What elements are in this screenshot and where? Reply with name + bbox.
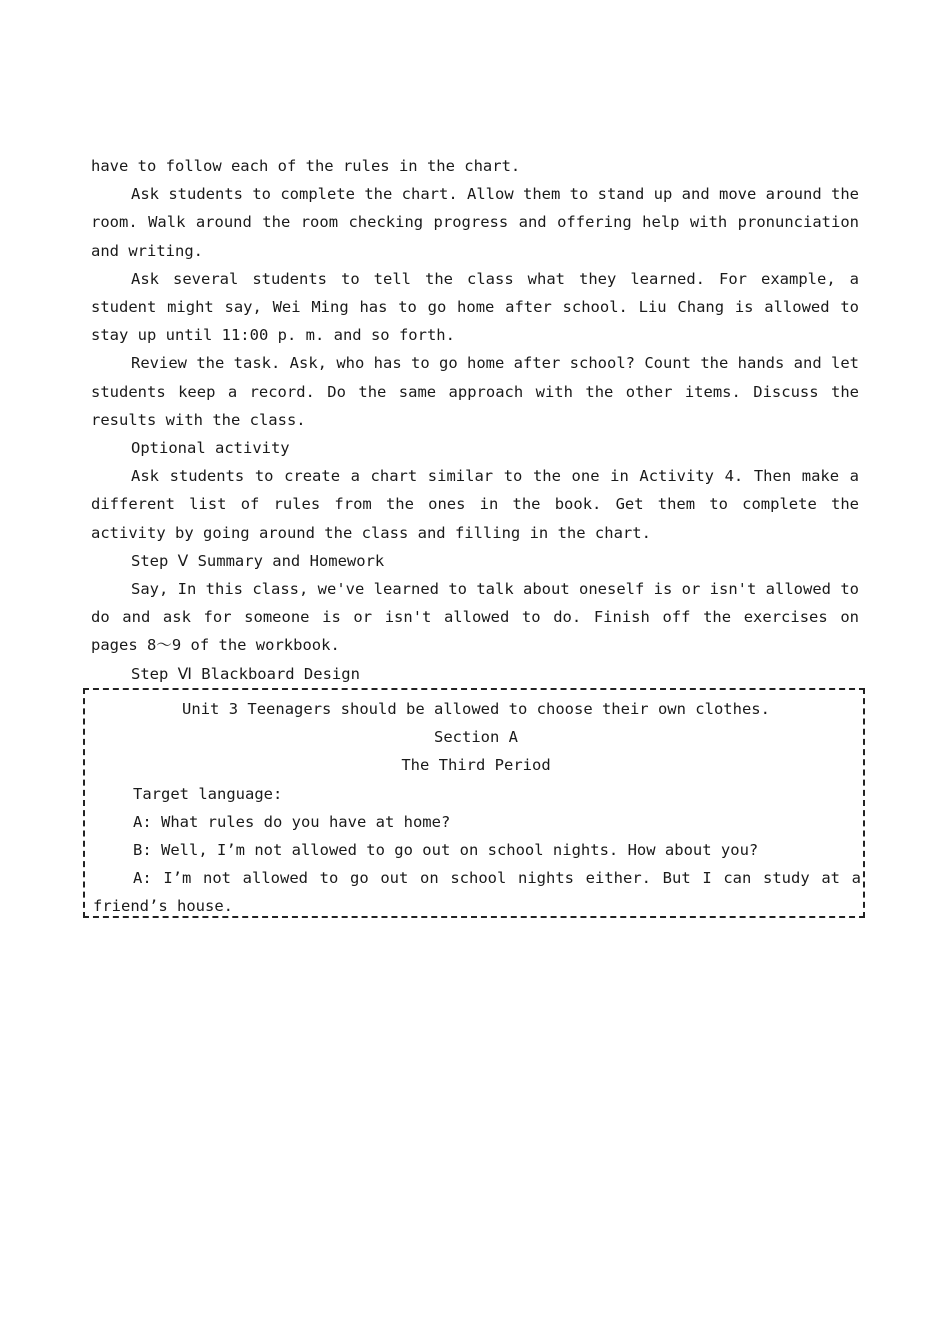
blackboard-dialogue-a1: A: What rules do you have at home? [133, 812, 451, 831]
heading-step-5: Step Ⅴ Summary and Homework [131, 551, 385, 570]
lesson-body [91, 152, 859, 688]
paragraph-complete-chart: Ask students to complete the chart. Allow them to stand up and move around the room. Walk around the room checking progress and offering help with pronunciation and writing. [91, 185, 859, 260]
heading-optional-activity: Optional activity [131, 439, 290, 458]
blackboard-dialogue-a2: A: I’m not allowed to go out on school nights either. But I can study at a friend’s house. [93, 869, 861, 916]
blackboard-design-box [83, 688, 865, 918]
blackboard-dialogue-b: B: Well, I’m not allowed to go out on school nights. How about you? [133, 841, 759, 860]
blackboard-section: Section A [434, 728, 518, 747]
paragraph-tell-class: Ask several students to tell the class what they learned. For example, a student might say, Wei Ming has to go home after school. Liu Chang is allowed to stay up until 11:00 p. m. and so forth. [91, 269, 859, 345]
paragraph-summary: Say, In this class, we've learned to talk about oneself is or isn't allowed to do and ask for someone is or isn't allowed to do. Finish off the exercises on pages 8～9 of the workbook. [91, 580, 859, 655]
blackboard-period: The Third Period [401, 756, 551, 775]
paragraph-review-task: Review the task. Ask, who has to go home after school? Count the hands and let students keep a record. Do the same approach with the other items. Discuss the results with the class. [91, 354, 859, 429]
heading-step-6: Step Ⅵ Blackboard Design [131, 664, 360, 683]
blackboard-target-label: Target language: [133, 784, 283, 803]
paragraph-intro: have to follow each of the rules in the chart. [91, 157, 521, 175]
paragraph-optional-activity: Ask students to create a chart similar to the one in Activity 4. Then make a different list of rules from the ones in the book. Get them to complete the activity by going around the class and filling in the chart. [91, 467, 859, 542]
blackboard-title: Unit 3 Teenagers should be allowed to choose their own clothes. [182, 700, 770, 718]
